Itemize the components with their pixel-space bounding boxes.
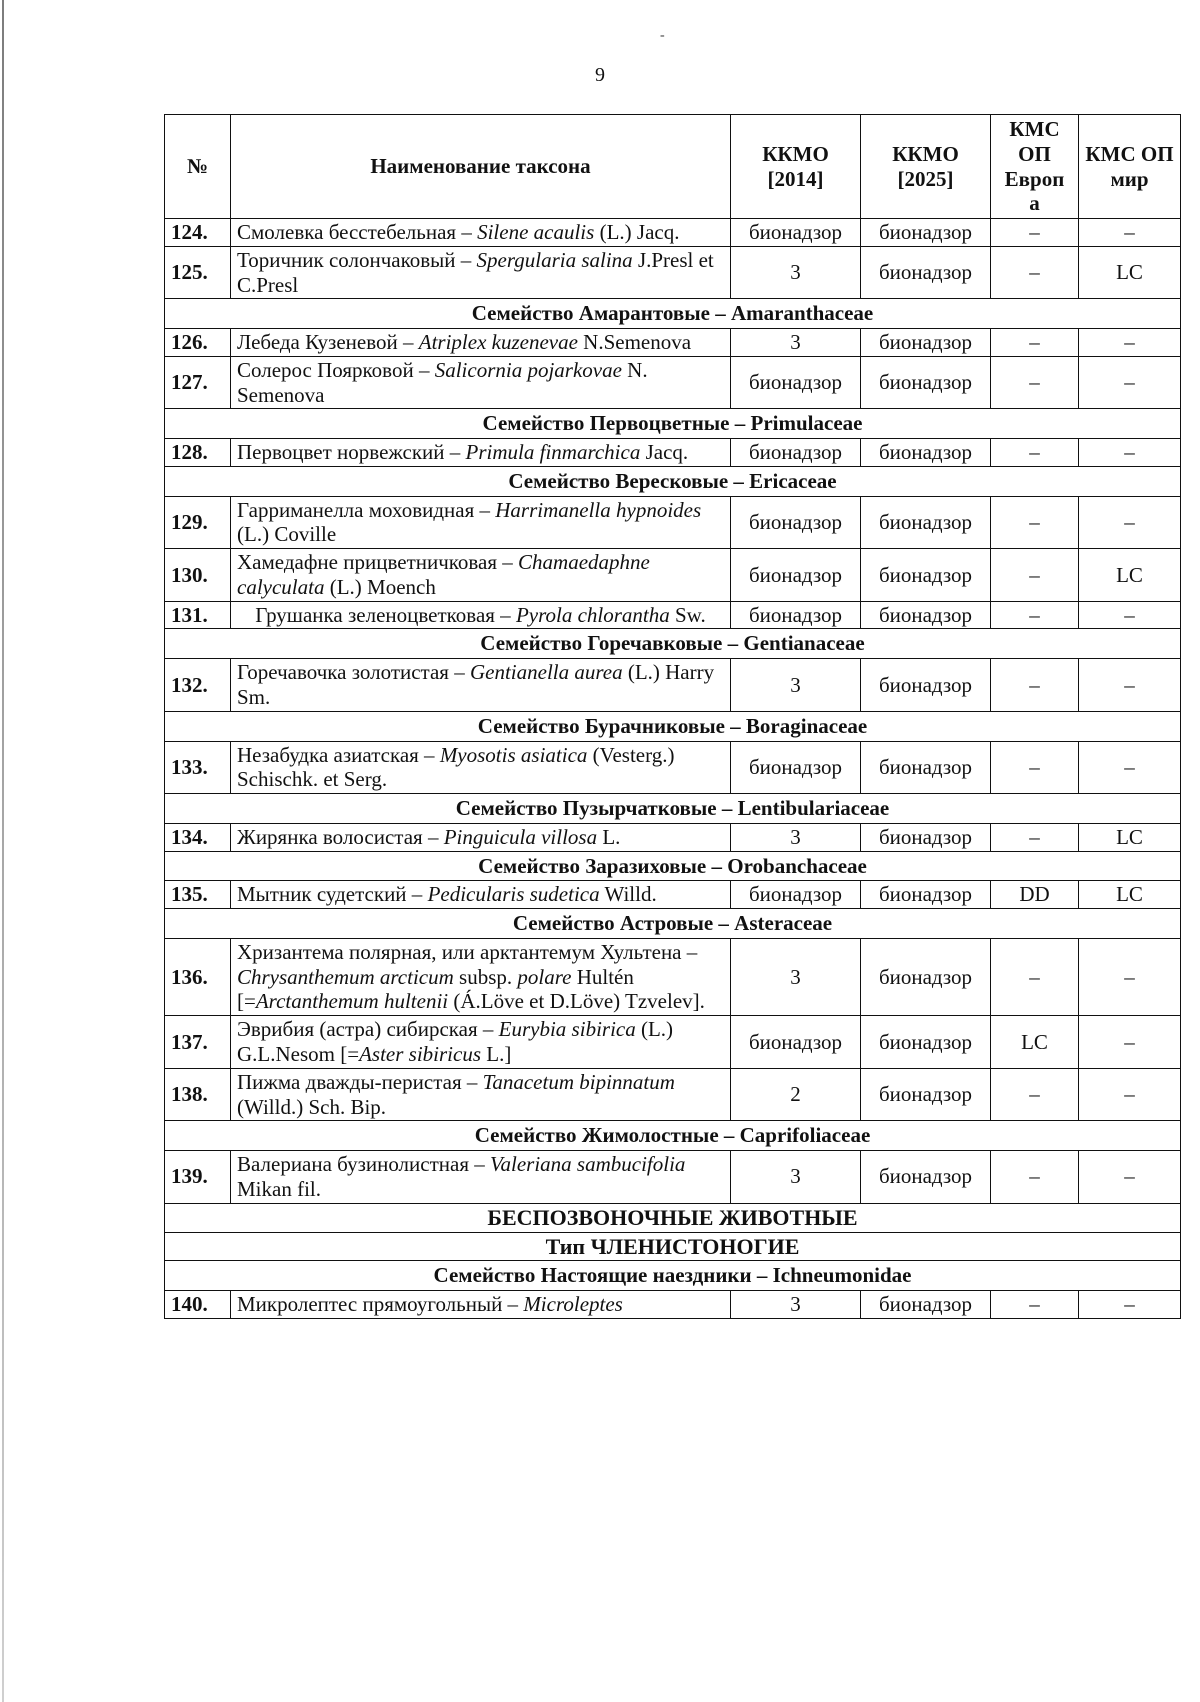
table-row (165, 1291, 1181, 1319)
status-europe: – (991, 219, 1079, 247)
status-europe: – (991, 1151, 1079, 1204)
status-world: – (1079, 1151, 1181, 1204)
row-number: 127. (165, 356, 231, 409)
row-number: 139. (165, 1151, 231, 1204)
status-kkmo-2025: бионадзор (861, 659, 991, 712)
row-number: 131. (165, 601, 231, 629)
family-heading: Семейство Пузырчатковые – Lentibulariaceae (165, 794, 1181, 824)
row-number: 135. (165, 881, 231, 909)
table-row (165, 439, 1181, 467)
status-world: – (1079, 329, 1181, 357)
taxon-name (231, 938, 731, 1015)
taxon-name (231, 659, 731, 712)
status-kkmo-2014: бионадзор (731, 356, 861, 409)
taxon-name (231, 496, 731, 549)
family-heading: Семейство Первоцветные – Primulaceae (165, 409, 1181, 439)
taxon-name-part: Грушанка зеленоцветковая – (255, 602, 516, 627)
status-europe: – (991, 246, 1079, 299)
status-world: – (1079, 741, 1181, 794)
status-kkmo-2025: бионадзор (861, 549, 991, 602)
taxon-latin-name: Primula finmarchica (465, 440, 641, 465)
status-kkmo-2025: бионадзор (861, 219, 991, 247)
taxon-name (231, 219, 731, 247)
status-kkmo-2014: бионадзор (731, 741, 861, 794)
row-number: 128. (165, 439, 231, 467)
taxon-name-part: Торичник солончаковый – (237, 247, 477, 272)
family-heading: Семейство Вересковые – Ericaceae (165, 466, 1181, 496)
taxon-name-part: (L.) Jacq. (594, 220, 680, 244)
taxon-name (231, 741, 731, 794)
taxon-name-part: Первоцвет норвежский – (237, 440, 466, 465)
taxon-name-part: (L.) Harry Sm. (237, 660, 715, 710)
table-row (165, 938, 1181, 1015)
taxon-name-part: Валериана бузинолистная – (237, 1152, 490, 1177)
status-kkmo-2014: бионадзор (731, 219, 861, 247)
taxon-name (231, 246, 731, 299)
taxon-latin-name: Microleptes (523, 1292, 623, 1317)
taxon-name-part: Эврибия (астра) сибирская – (237, 1017, 499, 1042)
taxon-name (231, 823, 731, 851)
header-world: КМС ОП мир (1079, 115, 1181, 219)
taxon-name-part: Willd. (599, 882, 657, 907)
table-row (165, 881, 1181, 909)
taxon-latin-name: Silene acaulis (477, 220, 595, 244)
status-kkmo-2014: бионадзор (731, 496, 861, 549)
family-heading: Семейство Настоящие наездники – Ichneumonidae (165, 1261, 1181, 1291)
family-row (165, 409, 1181, 439)
table-row (165, 1151, 1181, 1204)
header-kkmo-2014: ККМО [2014] (731, 115, 861, 219)
status-world: LC (1079, 549, 1181, 602)
status-kkmo-2025: бионадзор (861, 329, 991, 357)
status-kkmo-2025: бионадзор (861, 1016, 991, 1069)
taxon-latin-name: Aster sibiricus (359, 1041, 481, 1066)
section-row (165, 1203, 1181, 1232)
status-europe: – (991, 659, 1079, 712)
header-num: № (165, 115, 231, 219)
taxon-name-part: (Willd.) Sch. Bip. (237, 1094, 387, 1119)
taxon-latin-name: Pedicularis sudetica (427, 882, 600, 907)
taxon-name-part: (Vesterg.) Schischk. et Serg. (237, 742, 675, 792)
status-kkmo-2014: бионадзор (731, 881, 861, 909)
section-heading: Тип ЧЛЕНИСТОНОГИЕ (165, 1232, 1181, 1261)
status-kkmo-2025: бионадзор (861, 496, 991, 549)
status-europe: – (991, 1291, 1079, 1319)
status-world: – (1079, 601, 1181, 629)
status-world: LC (1079, 246, 1181, 299)
status-kkmo-2025: бионадзор (861, 938, 991, 1015)
page-mark: - (660, 28, 665, 43)
family-row (165, 909, 1181, 939)
family-heading: Семейство Горечавковые – Gentianaceae (165, 629, 1181, 659)
status-world: – (1079, 659, 1181, 712)
status-kkmo-2014: 3 (731, 329, 861, 357)
status-europe: – (991, 439, 1079, 467)
status-kkmo-2014: бионадзор (731, 1016, 861, 1069)
status-world: – (1079, 496, 1181, 549)
taxon-latin-name: Harrimanella hypnoides (495, 497, 702, 522)
status-kkmo-2025: бионадзор (861, 439, 991, 467)
status-world: LC (1079, 881, 1181, 909)
taxon-name-part: subsp. (453, 964, 518, 989)
taxon-name (231, 329, 731, 357)
table-row (165, 356, 1181, 409)
taxon-name (231, 1068, 731, 1121)
taxon-name-part: J.Presl et C.Presl (237, 247, 714, 297)
taxon-name-part: Пижма дважды-перистая – (237, 1069, 483, 1094)
status-kkmo-2014: 3 (731, 938, 861, 1015)
status-europe: – (991, 1068, 1079, 1121)
taxon-name-part: Жирянка волосистая – (237, 824, 444, 849)
status-europe: – (991, 601, 1079, 629)
table-row (165, 741, 1181, 794)
row-number: 130. (165, 549, 231, 602)
taxon-latin-name: Spergularia salina (476, 247, 633, 272)
table-row (165, 1068, 1181, 1121)
status-kkmo-2014: 3 (731, 659, 861, 712)
status-world: – (1079, 356, 1181, 409)
status-world: – (1079, 1291, 1181, 1319)
row-number: 137. (165, 1016, 231, 1069)
table-header-row (165, 115, 1181, 219)
table-row (165, 601, 1181, 629)
status-kkmo-2025: бионадзор (861, 741, 991, 794)
taxon-latin-name: Atriplex kuzenevae (418, 330, 578, 355)
taxon-name-part: N.Semenova (577, 330, 692, 355)
status-world: – (1079, 1068, 1181, 1121)
taxon-latin-name: Eurybia sibirica (498, 1017, 636, 1042)
table-row (165, 496, 1181, 549)
status-kkmo-2025: бионадзор (861, 356, 991, 409)
section-row (165, 1232, 1181, 1261)
header-name: Наименование таксона (231, 115, 731, 219)
family-row (165, 711, 1181, 741)
family-row (165, 794, 1181, 824)
taxon-name-part: N. Semenova (237, 357, 648, 407)
taxon-name (231, 356, 731, 409)
table-row (165, 246, 1181, 299)
status-kkmo-2014: 3 (731, 823, 861, 851)
row-number: 134. (165, 823, 231, 851)
status-europe: – (991, 496, 1079, 549)
table-row (165, 219, 1181, 247)
taxon-name (231, 1151, 731, 1204)
table-row (165, 823, 1181, 851)
taxon-name-part: (L.) Moench (324, 574, 436, 599)
status-europe: – (991, 938, 1079, 1015)
taxon-name (231, 601, 731, 629)
status-world: – (1079, 219, 1181, 247)
taxon-latin-name: Tanacetum bipinnatum (482, 1069, 675, 1094)
row-number: 125. (165, 246, 231, 299)
row-number: 133. (165, 741, 231, 794)
taxon-name-part: Лебеда Кузеневой – (237, 330, 419, 355)
section-heading: БЕСПОЗВОНОЧНЫЕ ЖИВОТНЫЕ (165, 1203, 1181, 1232)
family-row (165, 629, 1181, 659)
taxon-latin-name: polare (517, 964, 572, 989)
taxon-name-part: L. (597, 824, 621, 849)
taxon-latin-name: Myosotis asiatica (439, 742, 588, 767)
status-kkmo-2025: бионадзор (861, 601, 991, 629)
taxon-name-part: Hultén [= (237, 964, 634, 1014)
taxon-latin-name: Valeriana sambucifolia (490, 1152, 686, 1177)
taxa-table (164, 114, 1181, 1319)
status-world: – (1079, 439, 1181, 467)
taxon-name-part: Гарриманелла моховидная – (237, 497, 496, 522)
status-world: – (1079, 1016, 1181, 1069)
status-kkmo-2025: бионадзор (861, 1068, 991, 1121)
status-europe: – (991, 329, 1079, 357)
taxon-name-part: Хризантема полярная, или арктантемум Хультена – (237, 939, 698, 964)
header-kkmo-2025: ККМО [2025] (861, 115, 991, 219)
taxon-name-part: Незабудка азиатская – (237, 742, 440, 767)
status-europe: – (991, 549, 1079, 602)
family-row (165, 466, 1181, 496)
row-number: 136. (165, 938, 231, 1015)
family-heading: Семейство Бурачниковые – Boraginaceae (165, 711, 1181, 741)
status-kkmo-2014: 3 (731, 246, 861, 299)
taxon-name-part: Jacq. (640, 440, 689, 465)
status-kkmo-2025: бионадзор (861, 246, 991, 299)
family-row (165, 1121, 1181, 1151)
family-heading: Семейство Амарантовые – Amaranthaceae (165, 299, 1181, 329)
taxon-name (231, 1291, 731, 1319)
family-row (165, 299, 1181, 329)
family-heading: Семейство Жимолостные – Caprifoliaceae (165, 1121, 1181, 1151)
status-kkmo-2025: бионадзор (861, 1291, 991, 1319)
status-kkmo-2014: 2 (731, 1068, 861, 1121)
row-number: 129. (165, 496, 231, 549)
status-world: LC (1079, 823, 1181, 851)
row-number: 132. (165, 659, 231, 712)
status-europe: LC (991, 1016, 1079, 1069)
table-row (165, 659, 1181, 712)
taxon-latin-name: Arctanthemum hultenii (255, 989, 449, 1014)
taxon-name-part: Sw. (669, 602, 706, 627)
taxon-name-part: Мытник судетский – (237, 882, 428, 907)
table-row (165, 549, 1181, 602)
status-europe: – (991, 356, 1079, 409)
scan-edge-artifact (2, 0, 4, 1702)
table-body (165, 219, 1181, 1319)
taxon-name (231, 549, 731, 602)
page-number: 9 (595, 64, 605, 86)
taxon-name-part: Смолевка бесстебельная – (237, 220, 478, 244)
status-europe: – (991, 741, 1079, 794)
taxon-name-part: L.] (481, 1041, 512, 1066)
status-europe: – (991, 823, 1079, 851)
taxon-latin-name: Chrysanthemum arcticum (237, 964, 454, 989)
row-number: 138. (165, 1068, 231, 1121)
taxon-latin-name: Gentianella aurea (469, 660, 623, 685)
taxon-latin-name: Salicornia pojarkovae (434, 357, 622, 382)
status-kkmo-2014: бионадзор (731, 439, 861, 467)
taxon-latin-name: Pinguicula villosa (443, 824, 598, 849)
status-kkmo-2014: 3 (731, 1291, 861, 1319)
status-kkmo-2014: 3 (731, 1151, 861, 1204)
family-heading: Семейство Заразиховые – Orobanchaceae (165, 851, 1181, 881)
taxon-name-part: Горечавочка золотистая – (237, 660, 470, 685)
row-number: 140. (165, 1291, 231, 1319)
status-kkmo-2014: бионадзор (731, 549, 861, 602)
status-kkmo-2025: бионадзор (861, 823, 991, 851)
taxon-name-part: Солерос Поярковой – (237, 357, 435, 382)
taxon-name (231, 1016, 731, 1069)
taxon-latin-name: Pyrola chlorantha (515, 602, 670, 627)
family-heading: Семейство Астровые – Asteraceae (165, 909, 1181, 939)
taxon-name-part: (L.) G.L.Nesom [= (237, 1017, 674, 1066)
row-number: 124. (165, 219, 231, 247)
taxon-name (231, 881, 731, 909)
header-europe: КМС ОП Европ а (991, 115, 1079, 219)
status-kkmo-2025: бионадзор (861, 881, 991, 909)
status-kkmo-2025: бионадзор (861, 1151, 991, 1204)
table-row (165, 329, 1181, 357)
taxon-latin-name: Chamaedaphne calyculata (237, 550, 650, 599)
status-kkmo-2014: бионадзор (731, 601, 861, 629)
family-row (165, 1261, 1181, 1291)
status-europe: DD (991, 881, 1079, 909)
taxon-name-part: Mikan fil. (237, 1176, 321, 1201)
row-number: 126. (165, 329, 231, 357)
taxon-name-part: Хамедафне прицветничковая – (237, 550, 519, 575)
table-row (165, 1016, 1181, 1069)
taxon-name-part: Микролептес прямоугольный – (237, 1292, 524, 1317)
family-row (165, 851, 1181, 881)
taxon-name-part: (L.) Coville (237, 522, 337, 547)
status-world: – (1079, 938, 1181, 1015)
taxon-name (231, 439, 731, 467)
taxon-name-part: (Á.Löve et D.Löve) Tzvelev]. (448, 989, 705, 1014)
